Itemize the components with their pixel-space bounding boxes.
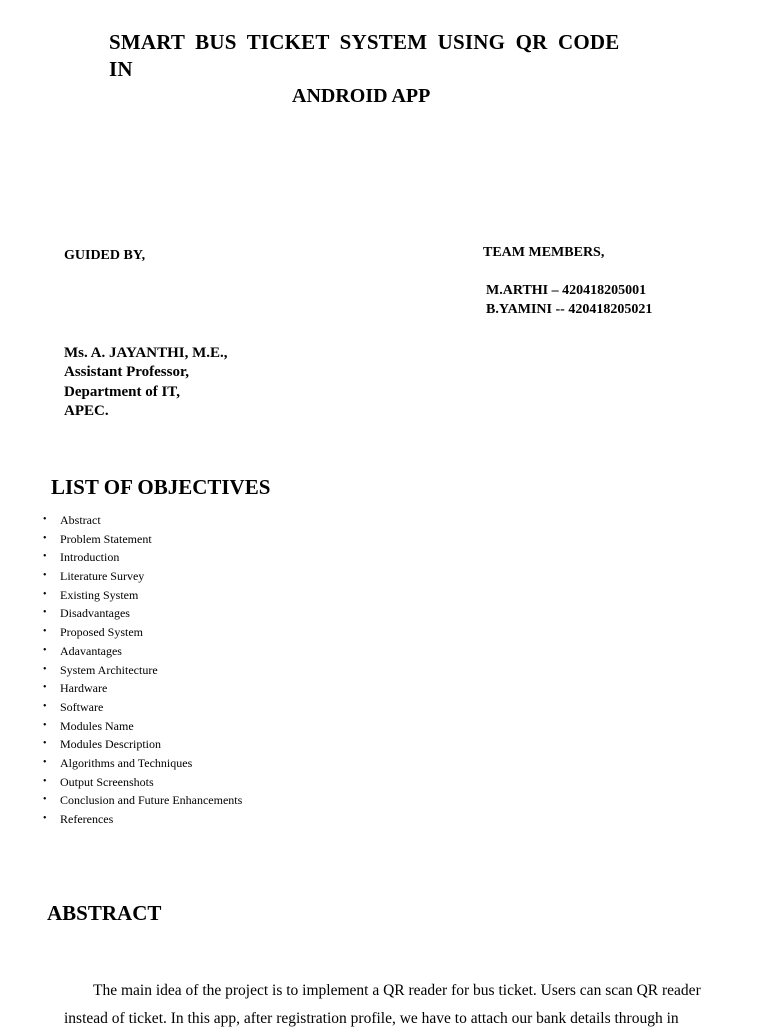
list-item bbox=[40, 642, 242, 661]
guide-name: Ms. A. JAYANTHI, M.E., bbox=[64, 345, 228, 361]
list-item-label: Adavantages bbox=[60, 643, 122, 658]
bullet-icon: • bbox=[43, 588, 47, 600]
objectives-list bbox=[40, 511, 242, 829]
bullet-icon: • bbox=[43, 794, 47, 806]
document-title-line-3: ANDROID APP bbox=[292, 85, 431, 107]
list-item-label: Hardware bbox=[60, 681, 108, 696]
bullet-icon: • bbox=[43, 813, 47, 824]
list-item-label: Abstract bbox=[60, 513, 101, 527]
document-title-line-1: SMART BUS TICKET SYSTEM USING QR CODE bbox=[109, 30, 620, 54]
list-item-label: Modules Description bbox=[60, 737, 161, 752]
bullet-icon: • bbox=[43, 626, 47, 638]
list-item bbox=[40, 567, 242, 586]
bullet-icon: • bbox=[43, 551, 47, 563]
list-item-label: System Architecture bbox=[60, 662, 158, 677]
list-item-label: Literature Survey bbox=[60, 569, 145, 584]
list-item-label: Introduction bbox=[60, 550, 120, 565]
list-item bbox=[40, 698, 242, 717]
bullet-icon: • bbox=[43, 719, 47, 731]
list-item bbox=[40, 604, 242, 623]
list-item bbox=[40, 717, 242, 736]
bullet-icon: • bbox=[43, 682, 47, 694]
team-members-label: TEAM MEMBERS, bbox=[483, 245, 605, 260]
list-item bbox=[40, 791, 242, 810]
bullet-icon: • bbox=[43, 532, 47, 544]
list-item-label: Disadvantages bbox=[60, 606, 130, 621]
list-item-label: References bbox=[60, 812, 114, 826]
objectives-heading: LIST OF OBJECTIVES bbox=[51, 475, 271, 499]
team-member-2: B.YAMINI -- 420418205021 bbox=[486, 302, 653, 317]
bullet-icon: • bbox=[43, 570, 47, 582]
list-item bbox=[40, 548, 242, 567]
list-item bbox=[40, 511, 242, 530]
document-title-line-2: IN bbox=[109, 57, 133, 81]
bullet-icon: • bbox=[43, 663, 47, 675]
bullet-icon: • bbox=[43, 514, 47, 525]
team-member-1: M.ARTHI – 420418205001 bbox=[486, 283, 647, 298]
list-item-label: Existing System bbox=[60, 587, 139, 602]
list-item-label: Software bbox=[60, 699, 104, 714]
list-item bbox=[40, 623, 242, 642]
abstract-line-2: instead of ticket. In this app, after registration profile, we have to attach our bank details through in bbox=[64, 1010, 679, 1027]
guided-by-label: GUIDED BY, bbox=[64, 248, 146, 263]
list-item-label: Problem Statement bbox=[60, 531, 152, 546]
list-item bbox=[40, 679, 242, 698]
guide-institution: APEC. bbox=[64, 402, 109, 419]
list-item bbox=[40, 661, 242, 680]
bullet-icon: • bbox=[43, 644, 47, 656]
guide-department: Department of IT, bbox=[64, 383, 180, 400]
guide-designation: Assistant Professor, bbox=[64, 364, 190, 381]
list-item bbox=[40, 773, 242, 792]
list-item bbox=[40, 586, 242, 605]
guide-details bbox=[64, 344, 228, 421]
bullet-icon: • bbox=[43, 738, 47, 750]
list-item bbox=[40, 810, 242, 829]
abstract-body bbox=[64, 977, 724, 1033]
list-item-label: Conclusion and Future Enhancements bbox=[60, 793, 243, 808]
abstract-line-1: The main idea of the project is to implement a QR reader for bus ticket. Users can scan QR reader bbox=[93, 982, 701, 999]
bullet-icon: • bbox=[43, 775, 47, 787]
list-item-label: Algorithms and Techniques bbox=[60, 755, 193, 770]
list-item-label: Proposed System bbox=[60, 625, 144, 640]
list-item bbox=[40, 530, 242, 549]
list-item bbox=[40, 735, 242, 754]
bullet-icon: • bbox=[43, 700, 47, 712]
bullet-icon: • bbox=[43, 756, 47, 768]
list-item-label: Modules Name bbox=[60, 718, 134, 733]
list-item-label: Output Screenshots bbox=[60, 774, 154, 789]
bullet-icon: • bbox=[43, 607, 47, 619]
list-item bbox=[40, 754, 242, 773]
abstract-heading: ABSTRACT bbox=[47, 901, 162, 925]
